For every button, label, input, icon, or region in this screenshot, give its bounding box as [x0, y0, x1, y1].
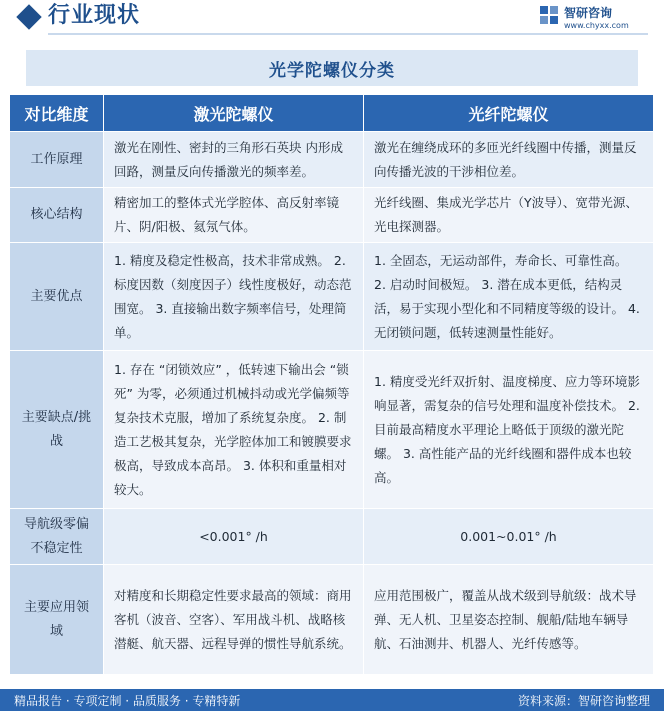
comparison-table: [10, 95, 654, 675]
row-label-applications: 主要应用领域: [10, 565, 104, 675]
column-header-fiber: 光纤陀螺仪: [364, 95, 654, 132]
fiber-structure: 光纤线圈、集成光学芯片（Y波导）、宽带光源、光电探测器。: [364, 188, 654, 243]
logo-brand: 智研咨询: [564, 6, 613, 20]
laser-advantages: 1. 精度及稳定性极高，技术非常成熟。 2. 标度因数（刻度因子）线性度极好，动态范围宽。 3. 直接输出数字频率信号，处理简单。: [104, 243, 364, 351]
fiber-bias-instability: 0.001~0.01° /h: [364, 509, 654, 565]
logo-url: www.chyxx.com: [564, 21, 629, 30]
column-header-laser: 激光陀螺仪: [104, 95, 364, 132]
fiber-principle: 激光在缠绕成环的多匝光纤线圈中传播，测量反向传播光波的干涉相位差。: [364, 132, 654, 188]
page-header: [0, 0, 664, 40]
row-label-principle: 工作原理: [10, 132, 104, 188]
row-label-structure: 核心结构: [10, 188, 104, 243]
laser-principle: 激光在刚性、密封的三角形石英块 内形成回路，测量反向传播激光的频率差。: [104, 132, 364, 188]
laser-bias-instability: <0.001° /h: [104, 509, 364, 565]
laser-drawbacks: 1. 存在 “闭锁效应” ，低转速下输出会 “锁死” 为零，必须通过机械抖动或光学偏频等复杂技术克服，增加了系统复杂度。 2. 制造工艺极其复杂，光学腔体加工和镀膜要求极高，导致成本高昂。 3. 体积和重量相对较大。: [104, 351, 364, 509]
table-title: 光学陀螺仪分类: [26, 50, 638, 86]
column-header-dimension: 对比维度: [10, 95, 104, 132]
footer-slogan: 精品报告 · 专项定制 · 品质服务 · 专精特新: [14, 694, 241, 708]
page-footer: [0, 689, 664, 711]
logo: [540, 4, 650, 38]
source-note: 资料来源：智研咨询整理: [517, 694, 650, 708]
diamond-icon: [16, 4, 41, 29]
laser-structure: 精密加工的整体式光学腔体、高反射率镜片、阴/阳极、氦氖气体。: [104, 188, 364, 243]
row-label-bias-instability: 导航级零偏不稳定性: [10, 509, 104, 565]
section-title: 行业现状: [48, 3, 141, 28]
row-label-advantages: 主要优点: [10, 243, 104, 351]
fiber-advantages: 1. 全固态，无运动部件，寿命长、可靠性高。 2. 启动时间极短。 3. 潜在成本更低，结构灵活，易于实现小型化和不同精度等级的设计。 4. 无闭锁问题，低转速测量性能好。: [364, 243, 654, 351]
logo-icon: [540, 6, 558, 24]
fiber-drawbacks: 1. 精度受光纤双折射、温度梯度、应力等环境影响显著，需复杂的信号处理和温度补偿技术。 2. 目前最高精度水平理论上略低于顶级的激光陀螺。 3. 高性能产品的光纤线圈和器件成本也较高。: [364, 351, 654, 509]
fiber-applications: 应用范围极广，覆盖从战术级到导航级：战术导弹、无人机、卫星姿态控制、舰船/陆地车辆导航、石油测井、机器人、光纤传感等。: [364, 565, 654, 675]
row-label-drawbacks: 主要缺点/挑战: [10, 351, 104, 509]
laser-applications: 对精度和长期稳定性要求最高的领域：商用客机（波音、空客）、军用战斗机、战略核潜艇、航天器、远程导弹的惯性导航系统。: [104, 565, 364, 675]
